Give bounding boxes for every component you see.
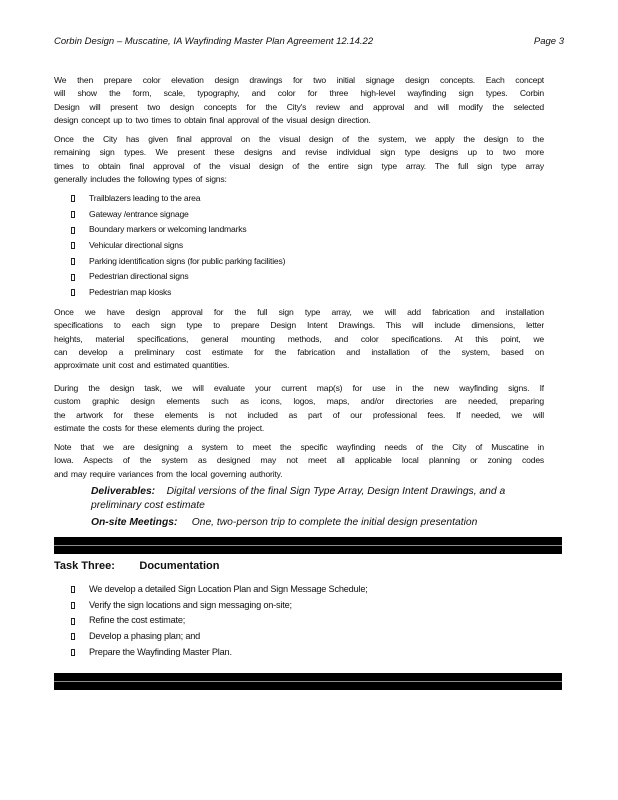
text-line: and may require variances from the local governing authority. [54, 468, 283, 479]
bullet-icon [71, 618, 75, 625]
sign-types-list [71, 191, 285, 301]
text-line: design concept up to two times to obtain final approval of the visual design direction. [54, 114, 371, 125]
deliverables [91, 485, 551, 513]
paragraph-maps [54, 382, 544, 435]
bullet-icon [71, 195, 75, 202]
text-line: generally includes the following types of signs: [54, 173, 227, 184]
deliverables-text: Digital versions of the final Sign Type Array, Design Intent Drawings, and a preliminary cost estimate [91, 486, 506, 511]
document-header-title: Corbin Design – Muscatine, IA Wayfinding Master Plan Agreement 12.14.22 [54, 36, 374, 47]
list-item [71, 191, 285, 207]
bullet-icon [71, 289, 75, 296]
list-item-text: Boundary markers or welcoming landmarks [89, 224, 247, 235]
list-item-text: We develop a detailed Sign Location Plan and Sign Message Schedule; [89, 584, 368, 594]
meetings-label: On-site Meetings: [91, 517, 178, 528]
text-line: Once we have design approval for the full sign type array, we will add fabrication and installation [54, 307, 544, 317]
list-item [71, 598, 368, 614]
task-three-list [71, 582, 368, 660]
divider-rule [54, 681, 562, 682]
paragraph-final-approval [54, 133, 544, 186]
list-item-text: Verify the sign locations and sign messaging on-site; [89, 599, 292, 610]
list-item [71, 207, 285, 223]
text-line: custom graphic design elements such as icons, logos, maps, and/or directories are needed, preparing [54, 396, 544, 407]
task-three-heading [54, 560, 219, 572]
text-line: remaining sign types. We present these designs and revise individual sign type designs up to two more [54, 147, 544, 158]
list-item [71, 222, 285, 238]
text-line: Design will present two design concepts for the City's review and approval and will modify the selected [54, 101, 544, 112]
bullet-icon [71, 274, 75, 281]
bullet-icon [71, 211, 75, 218]
list-item [71, 254, 285, 270]
text-line: heights, material specifications, general mounting methods, and color specifications. At this point, we [54, 333, 544, 344]
text-line: Iowa. Aspects of the system as designed may not meet all applicable local planning or zoning codes [54, 455, 544, 466]
list-item [71, 238, 285, 254]
bullet-icon [71, 586, 75, 593]
list-item-text: Gateway /entrance signage [89, 208, 189, 219]
text-line: approximate unit cost and estimated quantities. [54, 360, 230, 371]
paragraph-fabrication [54, 306, 544, 372]
list-item-text: Develop a phasing plan; and [89, 631, 201, 642]
list-item-text: Prepare the Wayfinding Master Plan. [89, 646, 232, 657]
text-line: During the design task, we will evaluate your current map(s) for use in the new wayfinding signs. If [54, 383, 544, 393]
bullet-icon [71, 649, 75, 656]
text-line: will show the form, scale, typography, and color for three high-level wayfinding sign types. Corbin [54, 88, 544, 99]
list-item-text: Trailblazers leading to the area [89, 193, 201, 203]
text-line: the artwork for these elements is not included as part of our professional fees. If needed, we will [54, 409, 544, 420]
bullet-icon [71, 227, 75, 234]
text-line: times to obtain final approval of the visual design of the entire sign type array. The full sign type array [54, 160, 544, 171]
list-item [71, 285, 285, 301]
text-line: specifications to each sign type to prepare Design Intent Drawings. This will include dimensions, letter [54, 320, 544, 331]
task-title: Documentation [139, 560, 220, 572]
list-item-text: Parking identification signs (for public parking facilities) [89, 255, 286, 266]
text-line: Note that we are designing a system to meet the specific wayfinding needs of the City of Muscatine in [54, 442, 544, 452]
divider-rule [54, 545, 562, 546]
list-item [71, 629, 368, 645]
paragraph-note [54, 441, 544, 481]
section-divider [54, 537, 562, 554]
list-item-text: Vehicular directional signs [89, 240, 183, 251]
section-divider [54, 673, 562, 690]
text-line: Once the City has given final approval on the visual design of the system, we apply the design to the [54, 134, 544, 144]
paragraph-concepts [54, 74, 544, 127]
task-label: Task Three: [54, 560, 115, 572]
text-line: estimate the costs for these elements during the project. [54, 422, 265, 433]
list-item [71, 269, 285, 285]
bullet-icon [71, 242, 75, 249]
list-item [71, 613, 368, 629]
list-item [71, 645, 368, 661]
list-item-text: Pedestrian map kiosks [89, 287, 172, 298]
text-line: can develop a preliminary cost estimate for the fabrication and installation of the system, based on [54, 346, 544, 357]
text-line: We then prepare color elevation design drawings for two initial signage design concepts. Each concept [54, 75, 544, 85]
meetings-text: One, two-person trip to complete the initial design presentation [191, 517, 478, 528]
page-number: Page 3 [533, 36, 564, 47]
list-item-text: Refine the cost estimate; [89, 615, 186, 626]
bullet-icon [71, 602, 75, 609]
list-item [71, 582, 368, 598]
bullet-icon [71, 633, 75, 640]
onsite-meetings [91, 516, 551, 530]
list-item-text: Pedestrian directional signs [89, 271, 189, 282]
deliverables-label: Deliverables: [91, 486, 156, 497]
bullet-icon [71, 258, 75, 265]
